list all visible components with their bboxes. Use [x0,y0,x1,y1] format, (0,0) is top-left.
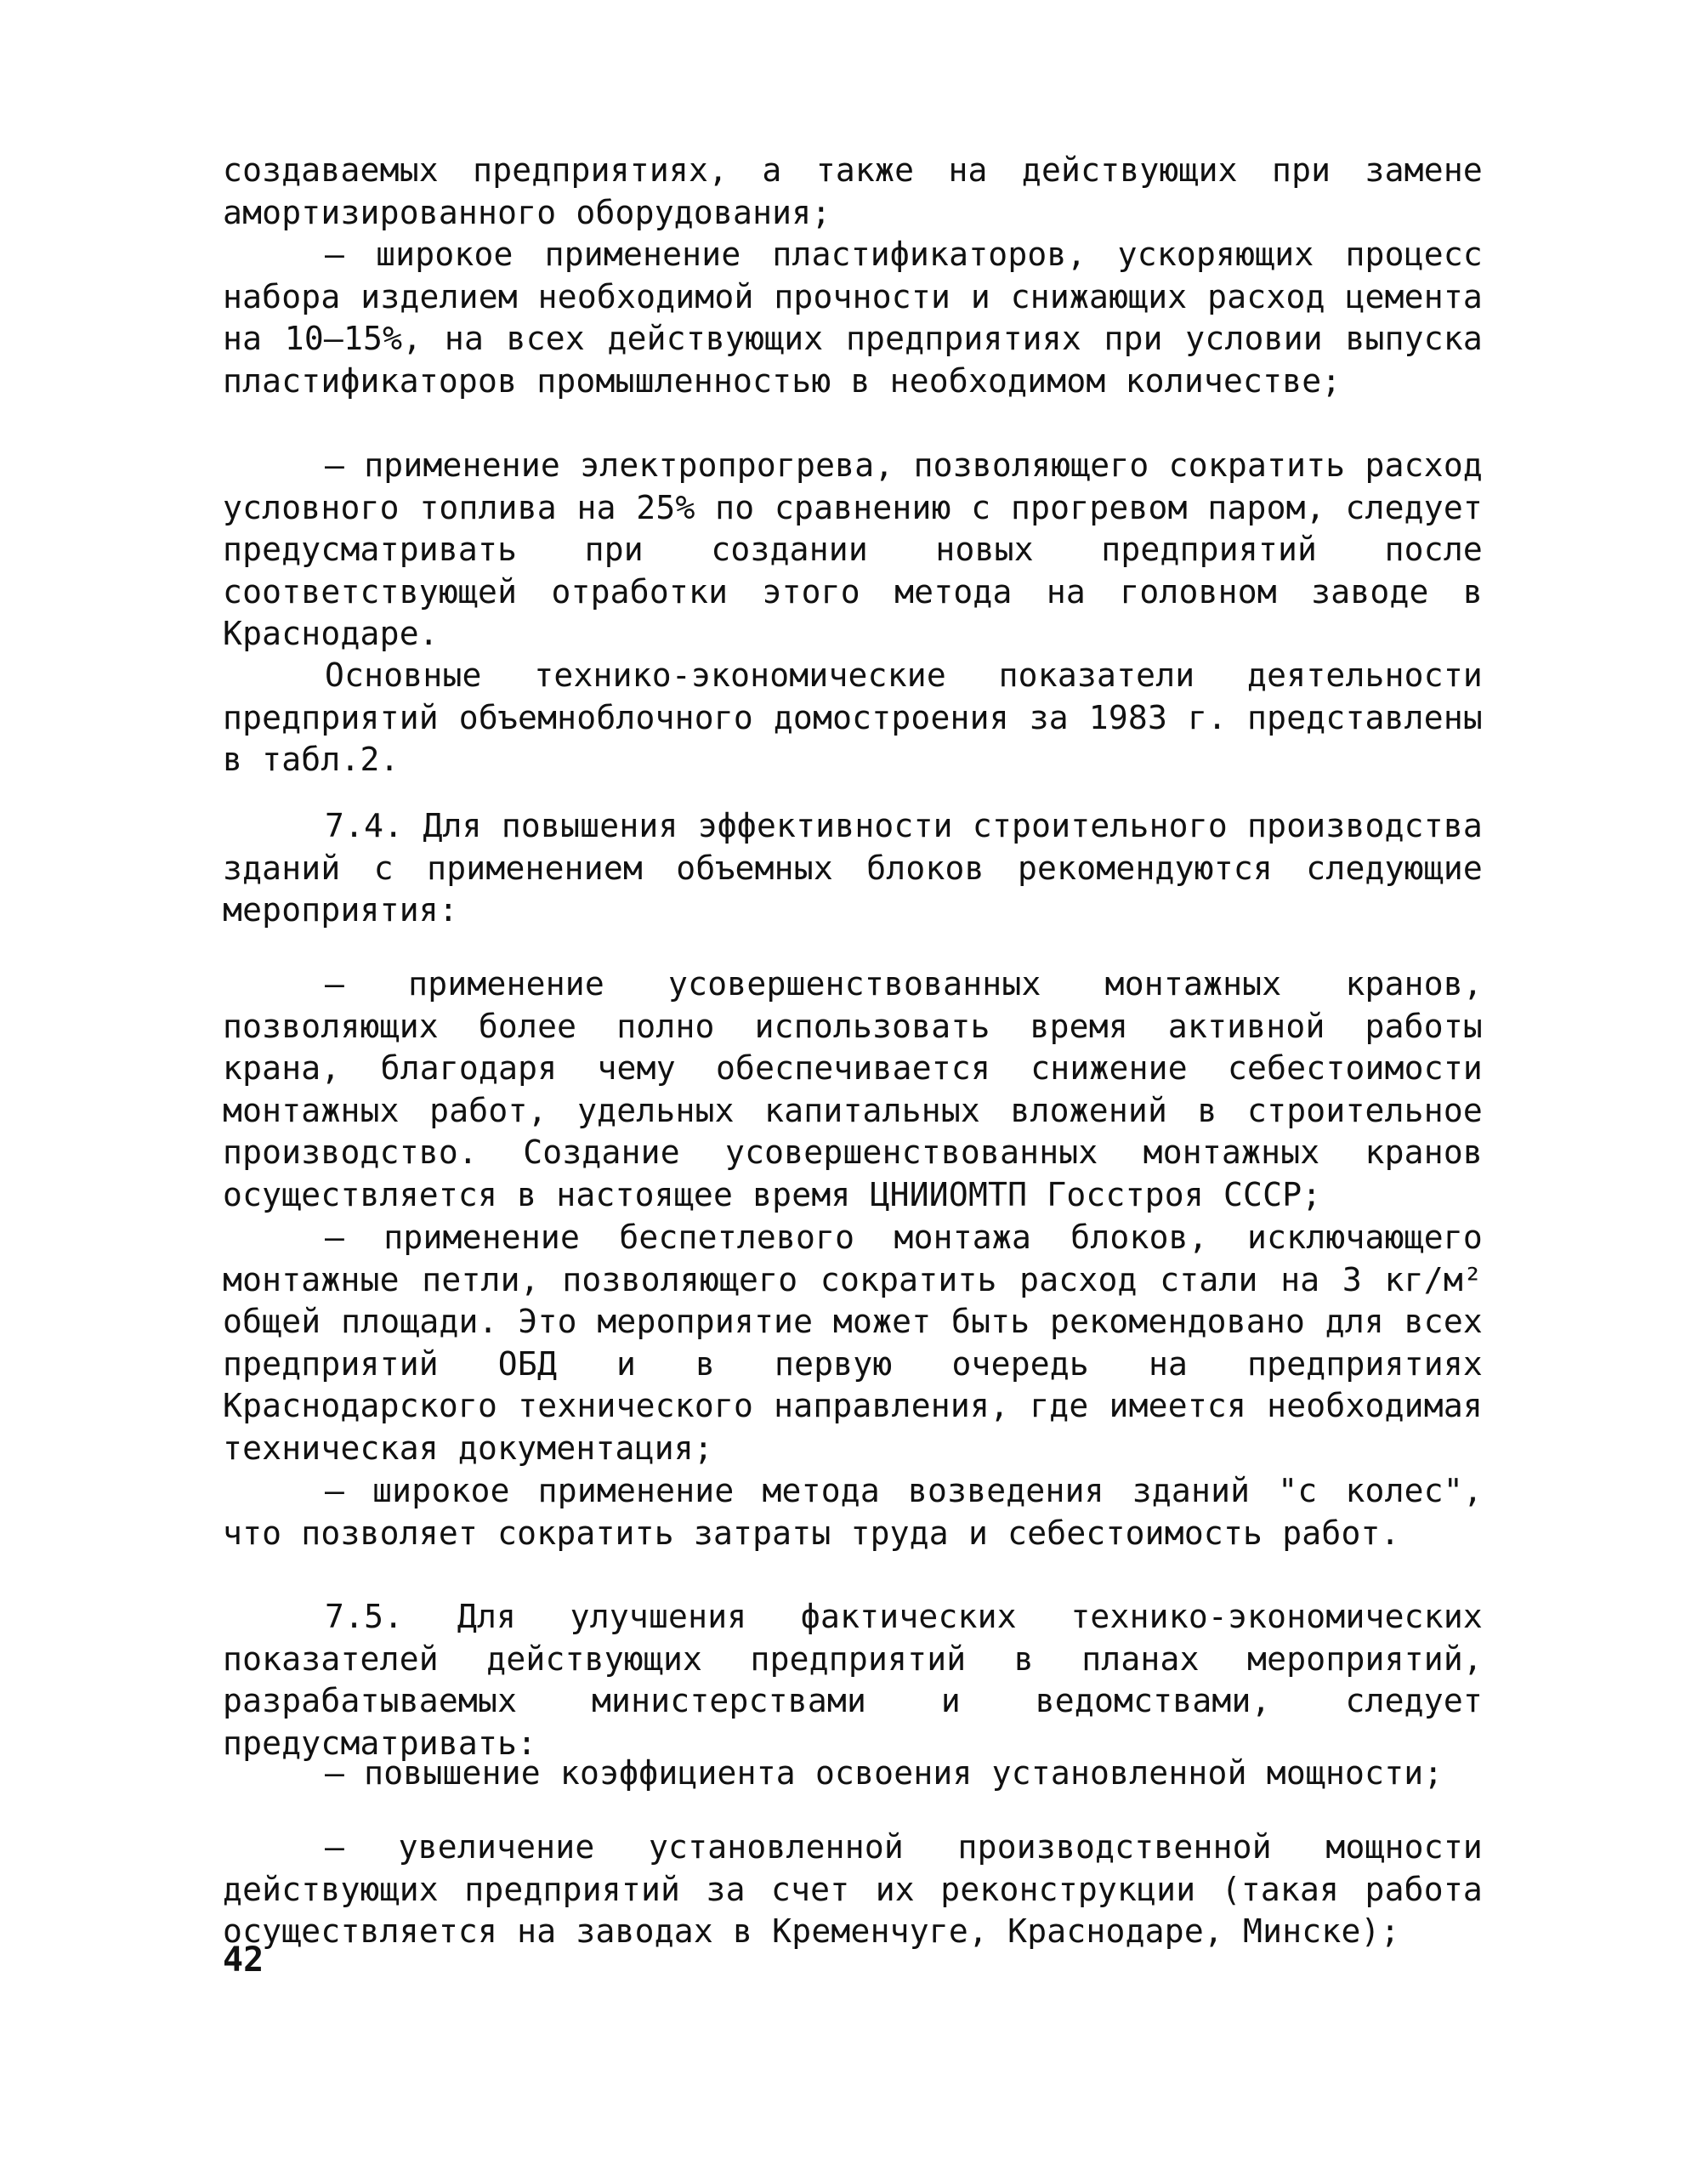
page-number: 42 [223,1940,264,1980]
paragraph-loopless-mounting: – применение беспетлевого монтажа блоков, исключающего монтажные петли, позволяющего сократить расход стали на 3 кг/м² общей площади. Это мероприятие может быть рекомендовано для всех предприятий ОБД и в первую очередь на предприятиях Краснодарского технического направления, где имеется необходимая техническая документация; [223,1219,1483,1467]
paragraph-section-7-5: 7.5. Для улучшения фактических технико-экономических показателей действующих предприятий в планах мероприятий, разрабатываемых министерствами и ведомствами, следует предусматривать: [223,1598,1483,1762]
paragraph-continuation: создаваемых предприятиях, а также на действующих при замене амортизированного оборудования; [223,151,1483,231]
paragraph-plasticizers: – широкое применение пластификаторов, ускоряющих процесс набора изделием необходимой прочности и снижающих расход цемента на 10–15%, на всех действующих предприятиях при условии выпуска пластификаторов промышленностью в необходимом количестве; [223,236,1483,400]
paragraph-capacity-increase: – увеличение установленной производственной мощности действующих предприятий за счет их реконструкции (такая работа осуществляется на заводах в Кременчуге, Краснодаре, Минске); [223,1828,1483,1950]
paragraph-from-wheels: – широкое применение метода возведения зданий "с колес", что позволяет сократить затраты труда и себестоимость работ. [223,1472,1483,1552]
paragraph-section-7-4: 7.4. Для повышения эффективности строительного производства зданий с применением объемных блоков рекомендуются следующие мероприятия: [223,807,1483,929]
paragraph-capacity-utilization: – повышение коэффициента освоения установленной мощности; [325,1754,1444,1792]
paragraph-electroheating: – применение электропрогрева, позволяющего сократить расход условного топлива на 25% по сравнению с прогревом паром, следует предусматривать при создании новых предприятий после соответствующей отработки этого метода на головном заводе в Краснодаре. [223,446,1483,652]
paragraph-indicators: Основные технико-экономические показатели деятельности предприятий объемноблочного домостроения за 1983 г. представлены в табл.2. [223,656,1483,778]
paragraph-cranes: – применение усовершенствованных монтажных кранов, позволяющих более полно использовать время активной работы крана, благодаря чему обеспечивается снижение себестоимости монтажных работ, удельных капитальных вложений в строительное производство. Создание усовершенствованных монтажных кранов осуществляется в настоящее время ЦНИИОМТП Госстроя СССР; [223,965,1483,1213]
